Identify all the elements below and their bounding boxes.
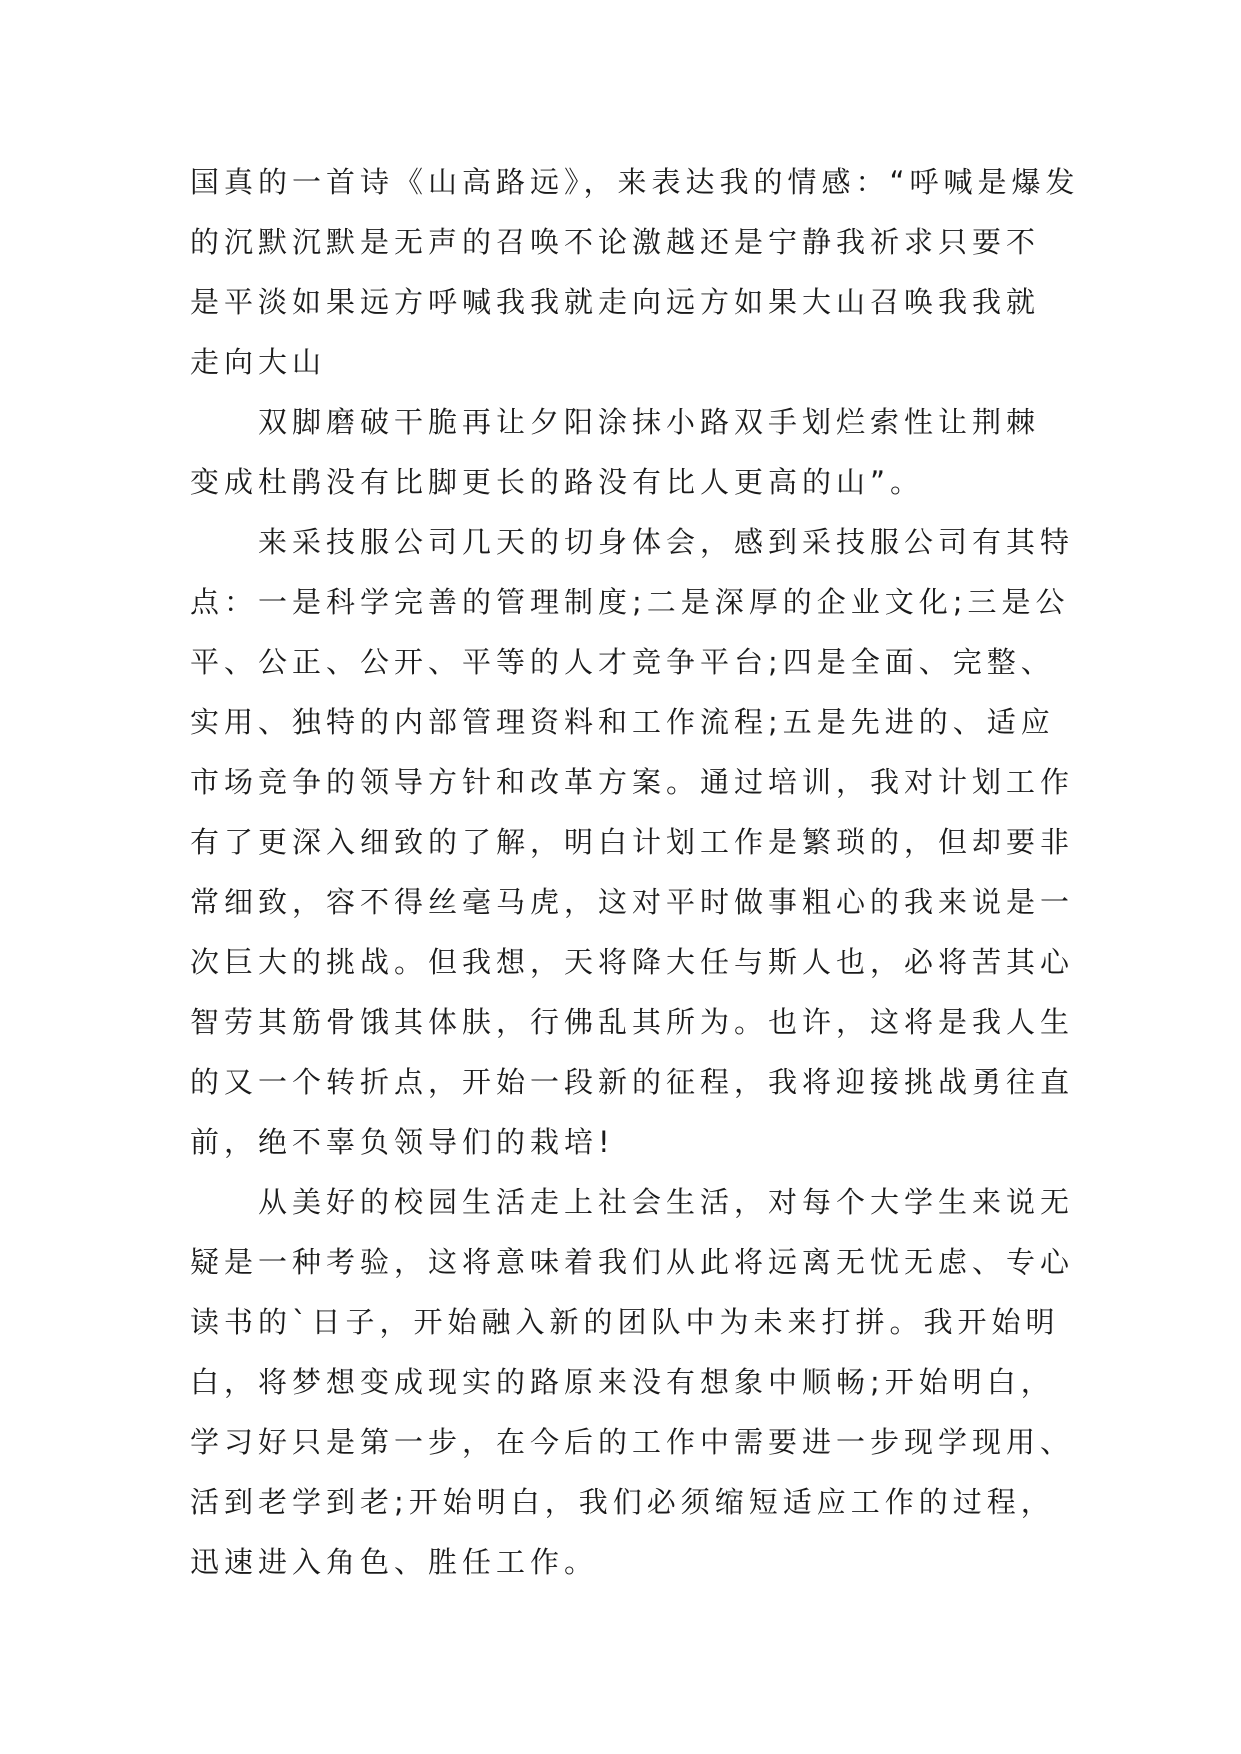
- text-line: 读书的`日子，开始融入新的团队中为未来打拼。我开始明: [190, 1305, 1060, 1339]
- text-line: 学习好只是第一步，在今后的工作中需要进一步现学现用、: [190, 1425, 1075, 1459]
- paragraph: [190, 152, 1080, 392]
- paragraph: [190, 1172, 1075, 1592]
- text-line: 迅速进入角色、胜任工作。: [190, 1545, 599, 1579]
- text-line: 活到老学到老;开始明白，我们必须缩短适应工作的过程，: [190, 1485, 1055, 1519]
- text-line: 常细致，容不得丝毫马虎，这对平时做事粗心的我来说是一: [190, 885, 1075, 919]
- text-line: 有了更深入细致的了解，明白计划工作是繁琐的，但却要非: [190, 825, 1075, 859]
- text-line: 从美好的校园生活走上社会生活，对每个大学生来说无: [258, 1185, 1075, 1219]
- text-line: 市场竞争的领导方针和改革方案。通过培训，我对计划工作: [190, 765, 1075, 799]
- text-line: 变成杜鹃没有比脚更长的路没有比人更高的山”。: [190, 465, 925, 499]
- text-line: 白，将梦想变成现实的路原来没有想象中顺畅;开始明白，: [190, 1365, 1055, 1399]
- document-body: [190, 152, 1080, 1592]
- text-line: 实用、独特的内部管理资料和工作流程;五是先进的、适应: [190, 705, 1055, 739]
- text-line: 是平淡如果远方呼喊我我就走向远方如果大山召唤我我就: [190, 285, 1041, 319]
- text-line: 国真的一首诗《山高路远》，来表达我的情感：“呼喊是爆发: [190, 165, 1080, 199]
- text-line: 走向大山: [190, 345, 327, 379]
- text-line: 次巨大的挑战。但我想，天将降大任与斯人也，必将苦其心: [190, 945, 1075, 979]
- text-line: 智劳其筋骨饿其体肤，行佛乱其所为。也许，这将是我人生: [190, 1005, 1075, 1039]
- text-line: 前，绝不辜负领导们的栽培!: [190, 1125, 615, 1159]
- text-line: 点：一是科学完善的管理制度;二是深厚的企业文化;三是公: [190, 585, 1070, 619]
- text-line: 疑是一种考验，这将意味着我们从此将远离无忧无虑、专心: [190, 1245, 1075, 1279]
- paragraph: [190, 512, 1075, 1172]
- paragraph: [190, 392, 1070, 512]
- text-line: 的沉默沉默是无声的召唤不论激越还是宁静我祈求只要不: [190, 225, 1041, 259]
- text-line: 的又一个转折点，开始一段新的征程，我将迎接挑战勇往直: [190, 1065, 1075, 1099]
- text-line: 来采技服公司几天的切身体会，感到采技服公司有其特: [258, 525, 1075, 559]
- text-line: 平、公正、公开、平等的人才竞争平台;四是全面、完整、: [190, 645, 1055, 679]
- text-line: 双脚磨破干脆再让夕阳涂抹小路双手划烂索性让荆棘: [258, 405, 1041, 439]
